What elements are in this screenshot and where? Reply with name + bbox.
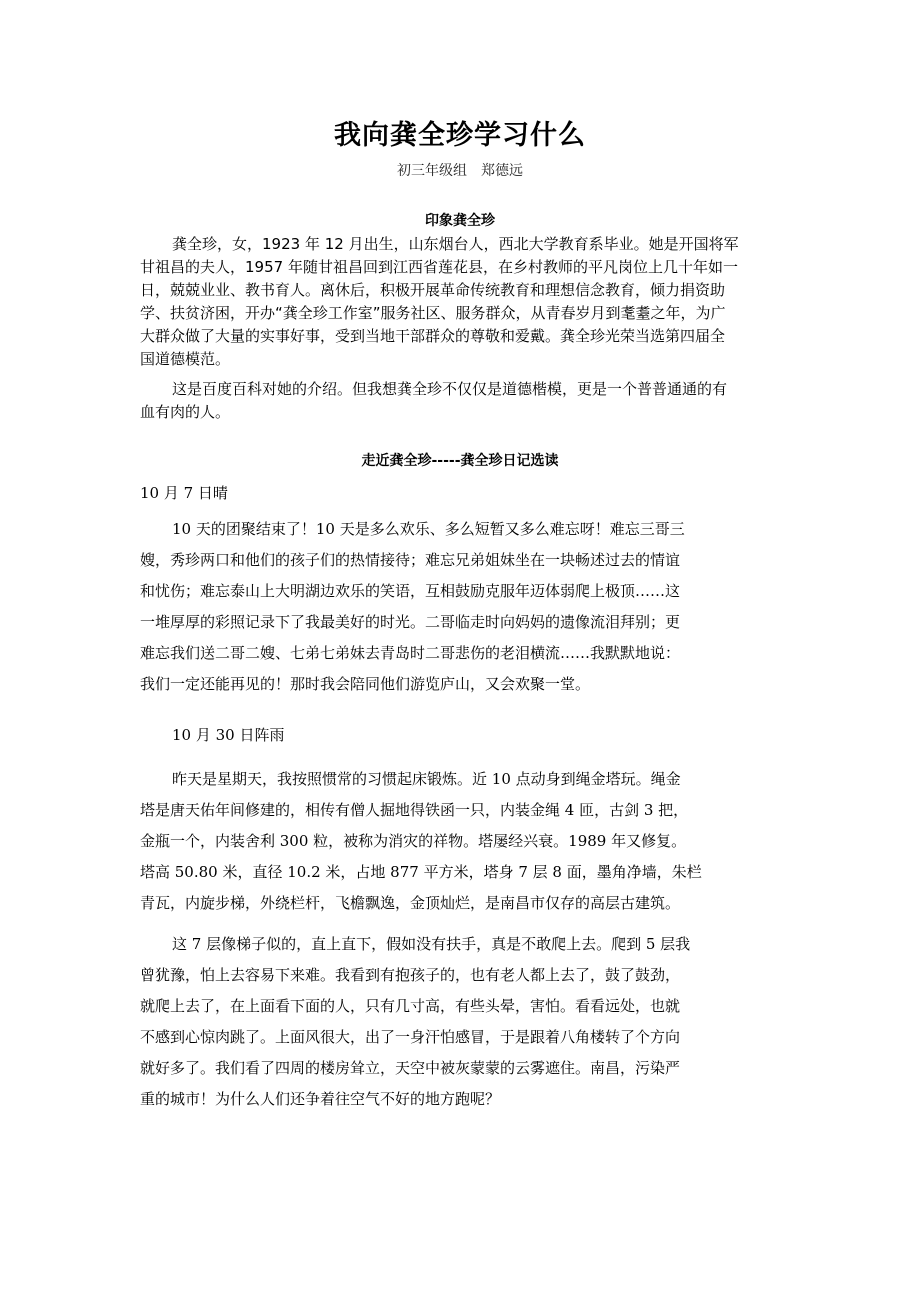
text-line: 和忧伤；难忘泰山上大明湖边欢乐的笑语，互相鼓励克服年迈体弱爬上极顶……这 — [140, 582, 681, 600]
diary-paragraph — [140, 764, 780, 919]
diary-paragraph — [140, 514, 780, 700]
text-line: 就好多了。我们看了四周的楼房耸立，天空中被灰蒙蒙的云雾遮住。南昌，污染严 — [140, 1059, 681, 1077]
text-line: 我们一定还能再见的！那时我会陪同他们游览庐山，又会欢聚一堂。 — [140, 675, 591, 693]
text-line: 嫂，秀珍两口和他们的孩子们的热情接待；难忘兄弟姐妹坐在一块畅述过去的情谊 — [140, 551, 681, 569]
text-line: 甘祖昌的夫人，1957 年随甘祖昌回到江西省莲花县，在乡村教师的平凡岗位上几十年如一 — [140, 258, 738, 276]
diary-paragraph — [140, 929, 780, 1115]
text-line: 重的城市！为什么人们还争着往空气不好的地方跑呢？ — [140, 1090, 501, 1108]
text-line: 日，兢兢业业、教书育人。离休后，积极开展革命传统教育和理想信念教育，倾力捐资助 — [140, 281, 726, 299]
text-line: 10 天的团聚结束了！10 天是多么欢乐、多么短暂又多么难忘呀！难忘三哥三 — [172, 520, 685, 538]
document-title: 我向龚全珍学习什么 — [334, 120, 586, 151]
text-line: 大群众做了大量的实事好事，受到当地干部群众的尊敬和爱戴。龚全珍光荣当选第四届全 — [140, 327, 726, 345]
text-line: 昨天是星期天，我按照惯常的习惯起床锻炼。近 10 点动身到绳金塔玩。绳金 — [172, 770, 681, 788]
text-line: 国道德模范。 — [140, 350, 231, 368]
author-byline: 初三年级组 郑德远 — [397, 163, 523, 179]
text-line: 青瓦，内旋步梯，外绕栏杆，飞檐飘逸，金顶灿烂，是南昌市仅存的高层古建筑。 — [140, 894, 681, 912]
text-line: 曾犹豫，怕上去容易下来难。我看到有抱孩子的，也有老人都上去了，鼓了鼓劲， — [140, 966, 681, 984]
text-line: 这 7 层像梯子似的，直上直下，假如没有扶手，真是不敢爬上去。爬到 5 层我 — [172, 935, 691, 953]
text-line: 这是百度百科对她的介绍。但我想龚全珍不仅仅是道德楷模，更是一个普普通通的有 — [172, 380, 728, 398]
text-line: 不感到心惊肉跳了。上面风很大，出了一身汗怕感冒，于是跟着八角楼转了个方向 — [140, 1028, 681, 1046]
text-line: 就爬上去了，在上面看下面的人，只有几寸高，有些头晕，害怕。看看远处，也就 — [140, 997, 681, 1015]
diary-date: 10 月 7 日晴 — [140, 484, 228, 502]
text-line: 金瓶一个，内装舍利 300 粒，被称为消灾的祥物。塔屡经兴衰。1989 年又修复。 — [140, 832, 687, 850]
section-heading-diary: 走近龚全珍-----龚全珍日记选读 — [361, 453, 559, 469]
text-line: 学、扶贫济困，开办“龚全珍工作室”服务社区、服务群众，从青春岁月到耄耋之年，为广 — [140, 304, 726, 322]
section-heading-impression: 印象龚全珍 — [425, 213, 495, 229]
text-line: 塔高 50.80 米，直径 10.2 米，占地 877 平方米，塔身 7 层 8 面，墨角净墙，朱栏 — [140, 863, 702, 881]
diary-date: 10 月 30 日阵雨 — [172, 726, 285, 744]
text-line: 龚全珍，女，1923 年 12 月出生，山东烟台人，西北大学教育系毕业。她是开国将军 — [172, 235, 739, 253]
text-line: 血有肉的人。 — [140, 403, 231, 421]
text-line: 难忘我们送二哥二嫂、七弟七弟妹去青岛时二哥悲伤的老泪横流……我默默地说： — [140, 644, 681, 662]
text-line: 塔是唐天佑年间修建的，相传有僧人掘地得铁函一只，内装金绳 4 匝，古剑 3 把， — [140, 801, 689, 819]
text-line: 一堆厚厚的彩照记录下了我最美好的时光。二哥临走时向妈妈的遗像流泪拜别；更 — [140, 613, 681, 631]
intro-paragraph — [140, 233, 780, 371]
intro-paragraph — [140, 378, 780, 424]
